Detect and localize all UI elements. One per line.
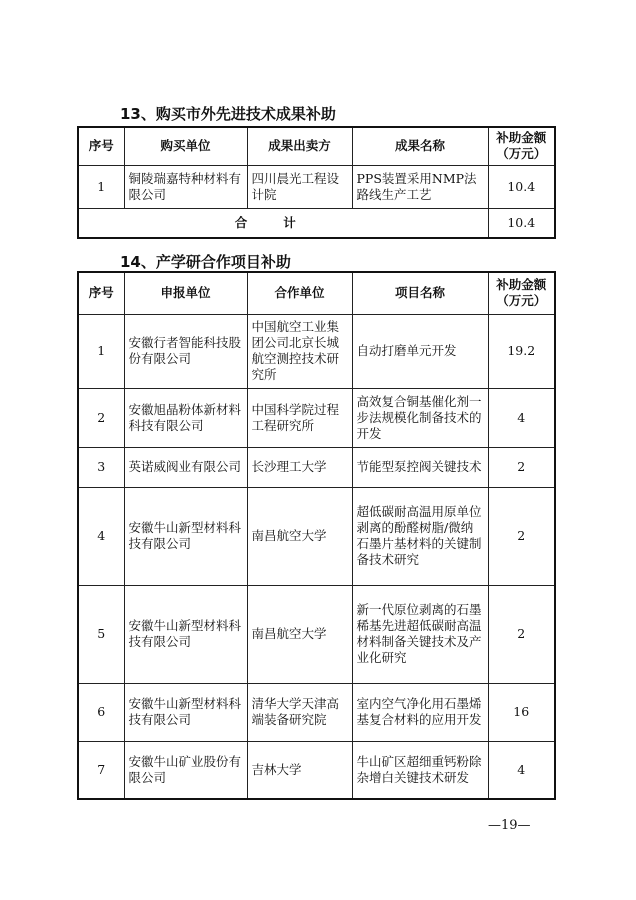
total-row bbox=[78, 208, 555, 238]
cell-project: 自动打磨单元开发 bbox=[352, 314, 488, 388]
header-amount: 补助金额（万元） bbox=[488, 272, 555, 314]
cell-no: 4 bbox=[78, 487, 124, 585]
cell-partner: 吉林大学 bbox=[247, 741, 352, 799]
cell-partner: 南昌航空大学 bbox=[247, 585, 352, 683]
cell-amount: 16 bbox=[488, 683, 555, 741]
page-number: —19— bbox=[488, 818, 531, 833]
cell-no: 7 bbox=[78, 741, 124, 799]
section-13-title: 13、购买市外先进技术成果补助 bbox=[120, 105, 336, 123]
header-applicant: 申报单位 bbox=[124, 272, 247, 314]
cell-amount: 19.2 bbox=[488, 314, 555, 388]
cell-partner: 南昌航空大学 bbox=[247, 487, 352, 585]
header-no: 序号 bbox=[78, 127, 124, 165]
table-row bbox=[78, 447, 555, 487]
header-seller: 成果出卖方 bbox=[247, 127, 352, 165]
cell-amount: 2 bbox=[488, 447, 555, 487]
cell-applicant: 安徽牛山新型材料科技有限公司 bbox=[124, 487, 247, 585]
cell-partner: 长沙理工大学 bbox=[247, 447, 352, 487]
total-label: 合计 bbox=[78, 208, 488, 238]
cell-no: 5 bbox=[78, 585, 124, 683]
cell-applicant: 英诺威阀业有限公司 bbox=[124, 447, 247, 487]
header-result: 成果名称 bbox=[352, 127, 488, 165]
header-buyer: 购买单位 bbox=[124, 127, 247, 165]
cell-applicant: 安徽行者智能科技股份有限公司 bbox=[124, 314, 247, 388]
table-row bbox=[78, 314, 555, 388]
total-amount: 10.4 bbox=[488, 208, 555, 238]
cell-project: 高效复合铜基催化剂一步法规模化制备技术的开发 bbox=[352, 388, 488, 447]
cell-no: 2 bbox=[78, 388, 124, 447]
cell-project: 牛山矿区超细重钙粉除杂增白关键技术研发 bbox=[352, 741, 488, 799]
table-row bbox=[78, 585, 555, 683]
header-no: 序号 bbox=[78, 272, 124, 314]
header-partner: 合作单位 bbox=[247, 272, 352, 314]
cell-partner: 中国科学院过程工程研究所 bbox=[247, 388, 352, 447]
cell-amount: 10.4 bbox=[488, 165, 555, 208]
cell-buyer: 铜陵瑞嘉特种材料有限公司 bbox=[124, 165, 247, 208]
cell-amount: 4 bbox=[488, 741, 555, 799]
cell-project: 超低碳耐高温用原单位剥离的酚醛树脂/微纳石墨片基材料的关键制备技术研究 bbox=[352, 487, 488, 585]
header-project: 项目名称 bbox=[352, 272, 488, 314]
cell-amount: 2 bbox=[488, 487, 555, 585]
table-row bbox=[78, 487, 555, 585]
cell-partner: 中国航空工业集团公司北京长城航空测控技术研究所 bbox=[247, 314, 352, 388]
section-14-title: 14、产学研合作项目补助 bbox=[120, 253, 291, 271]
cell-no: 3 bbox=[78, 447, 124, 487]
cell-applicant: 安徽牛山新型材料科技有限公司 bbox=[124, 683, 247, 741]
section-14-table bbox=[77, 271, 556, 800]
cell-applicant: 安徽牛山新型材料科技有限公司 bbox=[124, 585, 247, 683]
cell-project: 节能型泵控阀关键技术 bbox=[352, 447, 488, 487]
section-13-table bbox=[77, 126, 556, 239]
cell-project: 室内空气净化用石墨烯基复合材料的应用开发 bbox=[352, 683, 488, 741]
table-row bbox=[78, 741, 555, 799]
cell-partner: 清华大学天津高端装备研究院 bbox=[247, 683, 352, 741]
cell-seller: 四川晨光工程设计院 bbox=[247, 165, 352, 208]
cell-no: 1 bbox=[78, 165, 124, 208]
cell-applicant: 安徽旭晶粉体新材料科技有限公司 bbox=[124, 388, 247, 447]
table-header-row bbox=[78, 127, 555, 165]
cell-no: 1 bbox=[78, 314, 124, 388]
table-row bbox=[78, 683, 555, 741]
cell-no: 6 bbox=[78, 683, 124, 741]
cell-amount: 2 bbox=[488, 585, 555, 683]
cell-applicant: 安徽牛山矿业股份有限公司 bbox=[124, 741, 247, 799]
cell-result: PPS装置采用NMP法路线生产工艺 bbox=[352, 165, 488, 208]
table-row bbox=[78, 165, 555, 208]
table-row bbox=[78, 388, 555, 447]
header-amount: 补助金额（万元） bbox=[488, 127, 555, 165]
cell-project: 新一代原位剥离的石墨稀基先进超低碳耐高温材料制备关键技术及产业化研究 bbox=[352, 585, 488, 683]
table-header-row bbox=[78, 272, 555, 314]
cell-amount: 4 bbox=[488, 388, 555, 447]
